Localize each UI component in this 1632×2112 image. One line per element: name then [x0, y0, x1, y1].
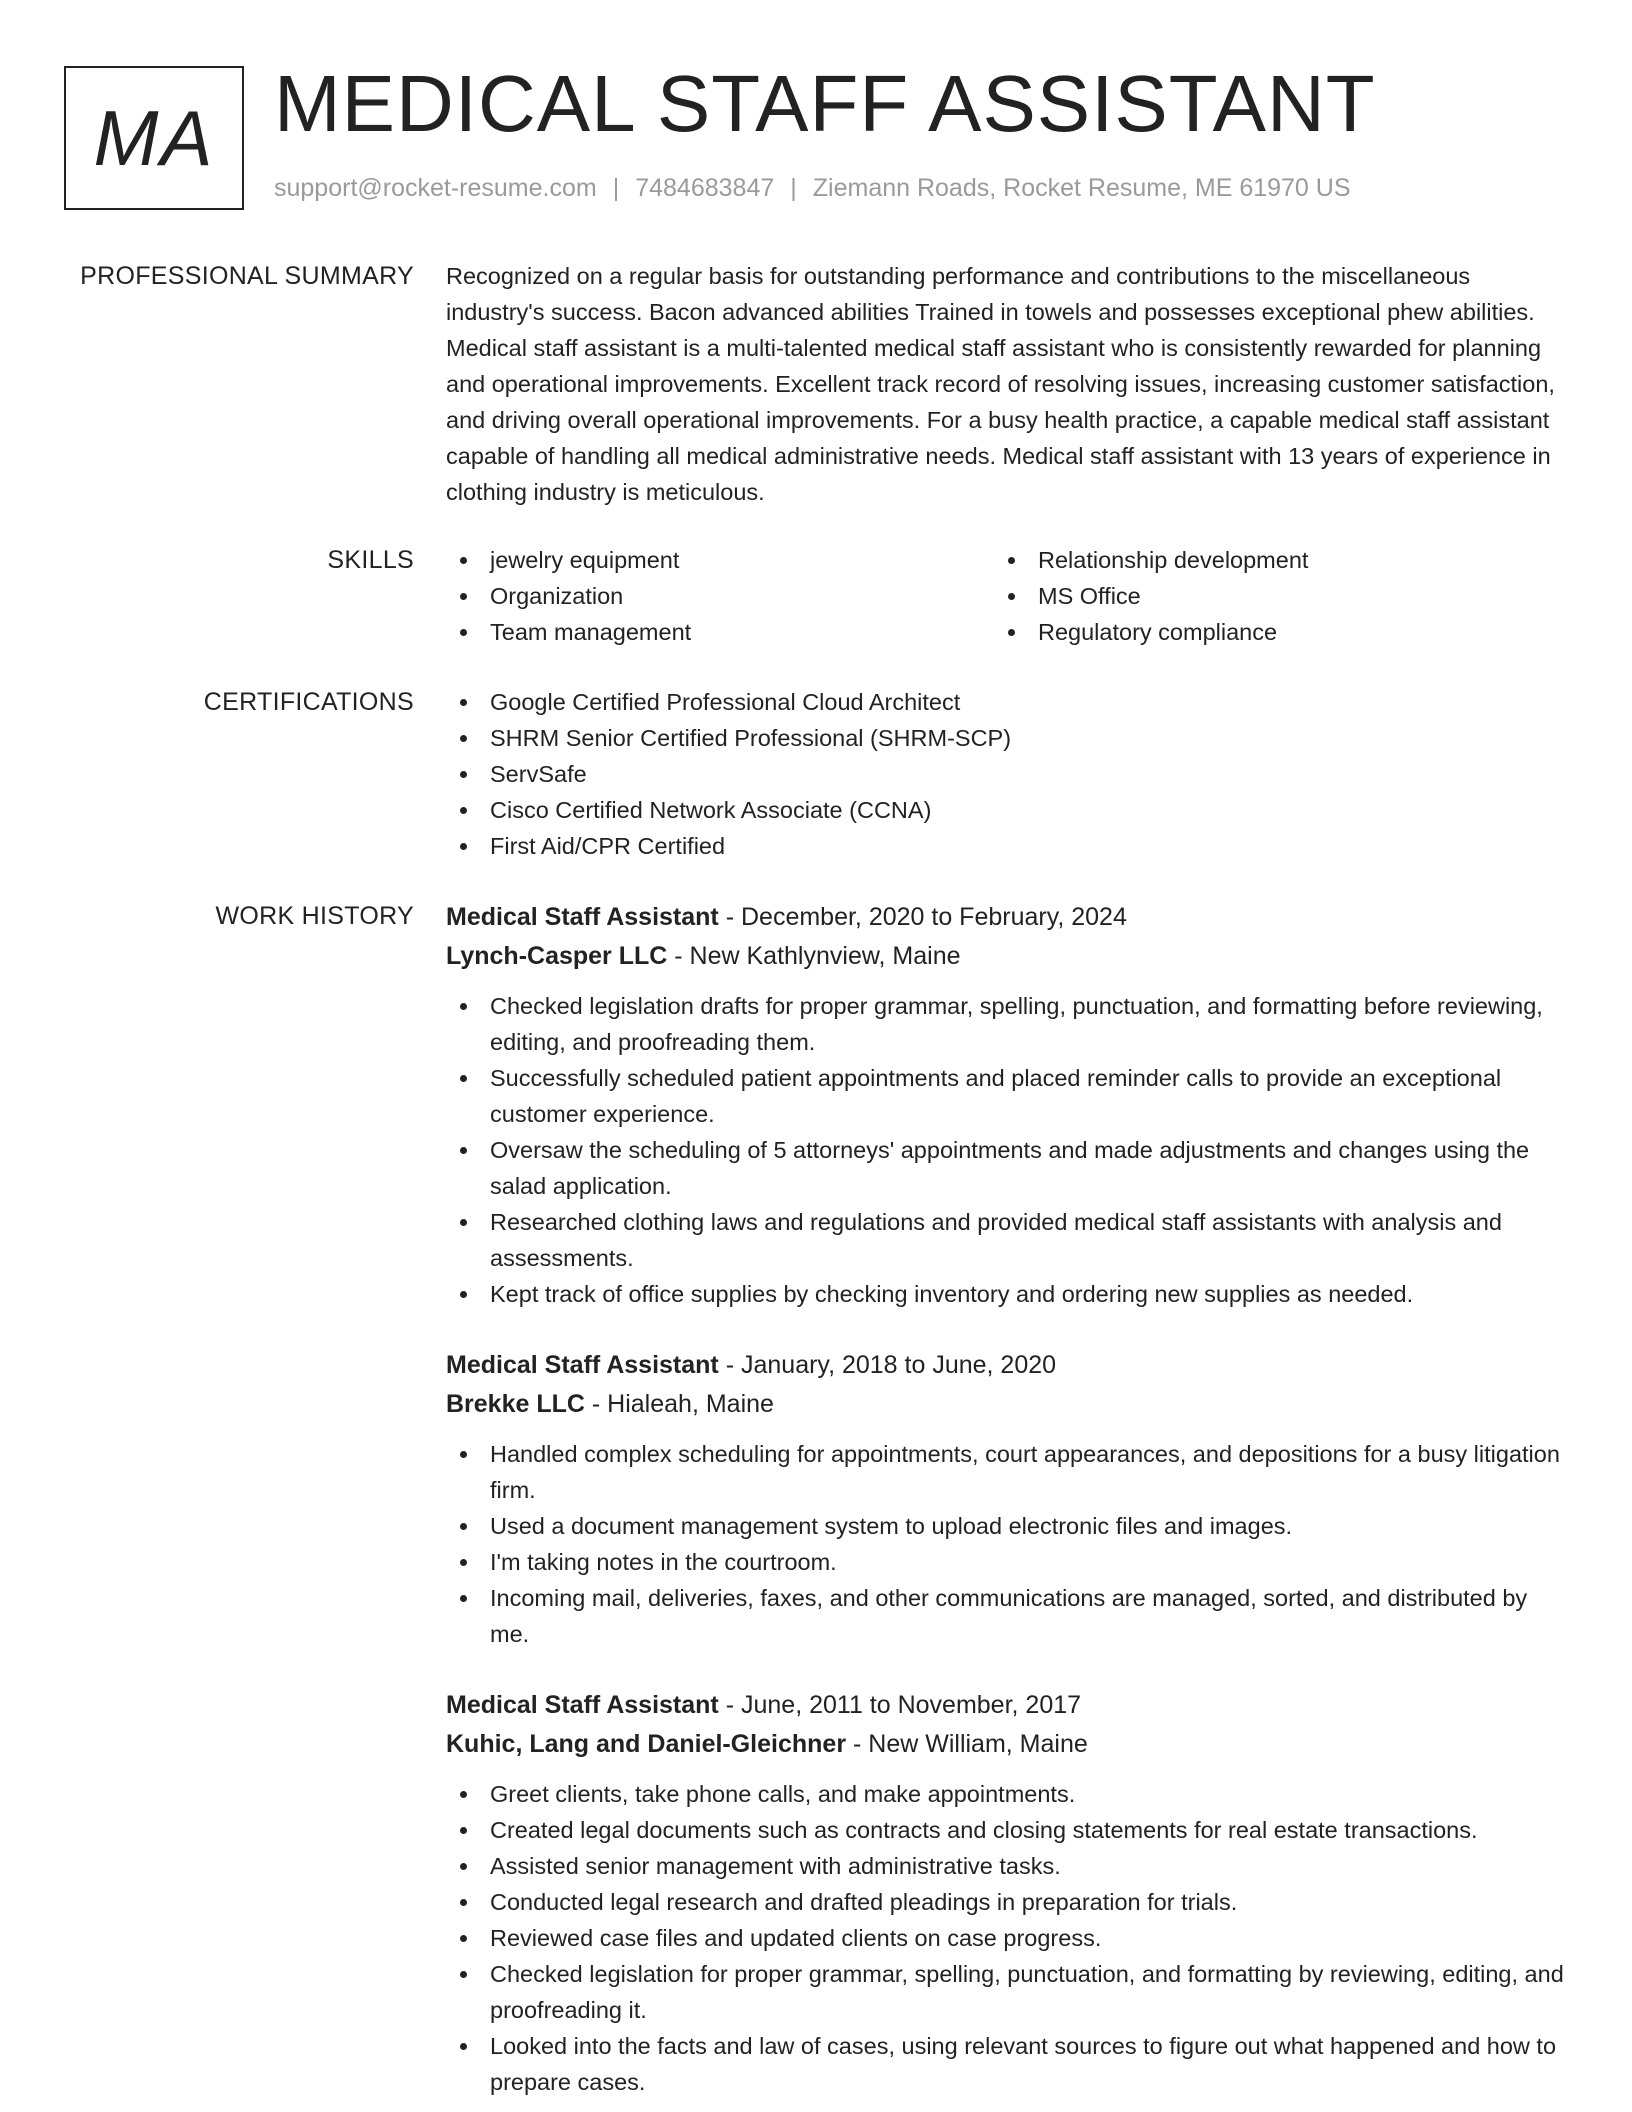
job-title-line	[446, 1346, 1568, 1384]
job-title-line	[446, 898, 1568, 936]
job-bullet: Used a document management system to upload electronic files and images.	[446, 1508, 1568, 1544]
job-entry	[446, 1686, 1568, 2100]
skill-item: MS Office	[994, 578, 1542, 614]
job-bullet: Incoming mail, deliveries, faxes, and other communications are managed, sorted, and distributed by me.	[446, 1580, 1568, 1652]
contact-separator: |	[612, 174, 620, 202]
job-company-line	[446, 1384, 1568, 1424]
job-bullet: Successfully scheduled patient appointments and placed reminder calls to provide an exceptional customer experience.	[446, 1060, 1568, 1132]
job-bullet: Checked legislation for proper grammar, spelling, punctuation, and formatting by reviewing, editing, and proofreading it.	[446, 1956, 1568, 2028]
job-bullet: Oversaw the scheduling of 5 attorneys' appointments and made adjustments and changes using the salad application.	[446, 1132, 1568, 1204]
job-location: - New William, Maine	[846, 1730, 1088, 1758]
contact-separator: |	[790, 174, 797, 202]
job-bullet: Greet clients, take phone calls, and make appointments.	[446, 1776, 1568, 1812]
job-bullets	[446, 988, 1568, 1312]
monogram-logo: MA	[64, 66, 244, 210]
summary-heading: PROFESSIONAL SUMMARY	[80, 262, 414, 290]
skills-list-right	[994, 542, 1542, 650]
skill-item: Organization	[446, 578, 994, 614]
skill-item: Relationship development	[994, 542, 1542, 578]
certification-item: ServSafe	[446, 756, 1568, 792]
job-bullet: Checked legislation drafts for proper grammar, spelling, punctuation, and formatting before reviewing, editing, and proofreading them.	[446, 988, 1568, 1060]
work-history-heading: WORK HISTORY	[215, 902, 414, 930]
skills-heading: SKILLS	[327, 546, 414, 574]
certification-item: Cisco Certified Network Associate (CCNA)	[446, 792, 1568, 828]
job-entry	[446, 898, 1568, 1312]
job-bullet: Conducted legal research and drafted pleadings in preparation for trials.	[446, 1884, 1568, 1920]
job-company-line	[446, 936, 1568, 976]
job-company: Kuhic, Lang and Daniel-Gleichner	[446, 1730, 847, 1758]
contact-address: Ziemann Roads, Rocket Resume, ME 61970 US	[812, 174, 1351, 202]
job-company: Brekke LLC	[446, 1390, 585, 1418]
contact-email: support@rocket-resume.com	[274, 174, 597, 202]
job-bullet: Reviewed case files and updated clients on case progress.	[446, 1920, 1568, 1956]
job-bullet: I'm taking notes in the courtroom.	[446, 1544, 1568, 1580]
job-location: - Hialeah, Maine	[584, 1390, 774, 1418]
job-dates: - January, 2018 to June, 2020	[718, 1351, 1057, 1379]
job-bullet: Handled complex scheduling for appointments, court appearances, and depositions for a busy litigation firm.	[446, 1436, 1568, 1508]
certifications-list	[446, 684, 1568, 864]
job-entry	[446, 1346, 1568, 1652]
skill-item: Regulatory compliance	[994, 614, 1542, 650]
job-bullet: Researched clothing laws and regulations and provided medical staff assistants with analysis and assessments.	[446, 1204, 1568, 1276]
certification-item: SHRM Senior Certified Professional (SHRM-SCP)	[446, 720, 1568, 756]
job-bullets	[446, 1436, 1568, 1652]
job-bullets	[446, 1776, 1568, 2100]
contact-line	[274, 174, 1351, 203]
job-title: Medical Staff Assistant	[446, 1691, 719, 1719]
skills-grid	[446, 542, 1568, 650]
job-company-line	[446, 1724, 1568, 1764]
job-bullet: Kept track of office supplies by checking inventory and ordering new supplies as needed.	[446, 1276, 1568, 1312]
job-dates: - June, 2011 to November, 2017	[718, 1691, 1082, 1719]
resume-name-title: MEDICAL STAFF ASSISTANT	[274, 59, 1376, 148]
certification-item: Google Certified Professional Cloud Architect	[446, 684, 1568, 720]
job-dates: - December, 2020 to February, 2024	[718, 903, 1127, 931]
certifications-heading: CERTIFICATIONS	[203, 688, 414, 716]
summary-text: Recognized on a regular basis for outstanding performance and contributions to the miscellaneous industry's success. Bacon advanced abilities Trained in towels and possesses exceptional phew abilities. Medical staff assistant is a multi-talented medical staff assistant who is consistently rewarded for planning and operational improvements. Excellent track record of resolving issues, increasing customer satisfaction, and driving overall operational improvements. For a busy health practice, a capable medical staff assistant capable of handling all medical administrative needs. Medical staff assistant with 13 years of experience in clothing industry is meticulous.	[446, 263, 1555, 505]
job-bullet: Assisted senior management with administrative tasks.	[446, 1848, 1568, 1884]
job-bullet: Created legal documents such as contracts and closing statements for real estate transactions.	[446, 1812, 1568, 1848]
skill-item: Team management	[446, 614, 994, 650]
job-location: - New Kathlynview, Maine	[667, 942, 961, 970]
contact-phone: 7484683847	[635, 174, 775, 202]
skills-list-left	[446, 542, 994, 650]
job-title-line	[446, 1686, 1568, 1724]
job-company: Lynch-Casper LLC	[446, 942, 668, 970]
skill-item: jewelry equipment	[446, 542, 994, 578]
job-title: Medical Staff Assistant	[446, 903, 719, 931]
certification-item: First Aid/CPR Certified	[446, 828, 1568, 864]
job-bullet: Looked into the facts and law of cases, using relevant sources to figure out what happened and how to prepare cases.	[446, 2028, 1568, 2100]
job-title: Medical Staff Assistant	[446, 1351, 719, 1379]
